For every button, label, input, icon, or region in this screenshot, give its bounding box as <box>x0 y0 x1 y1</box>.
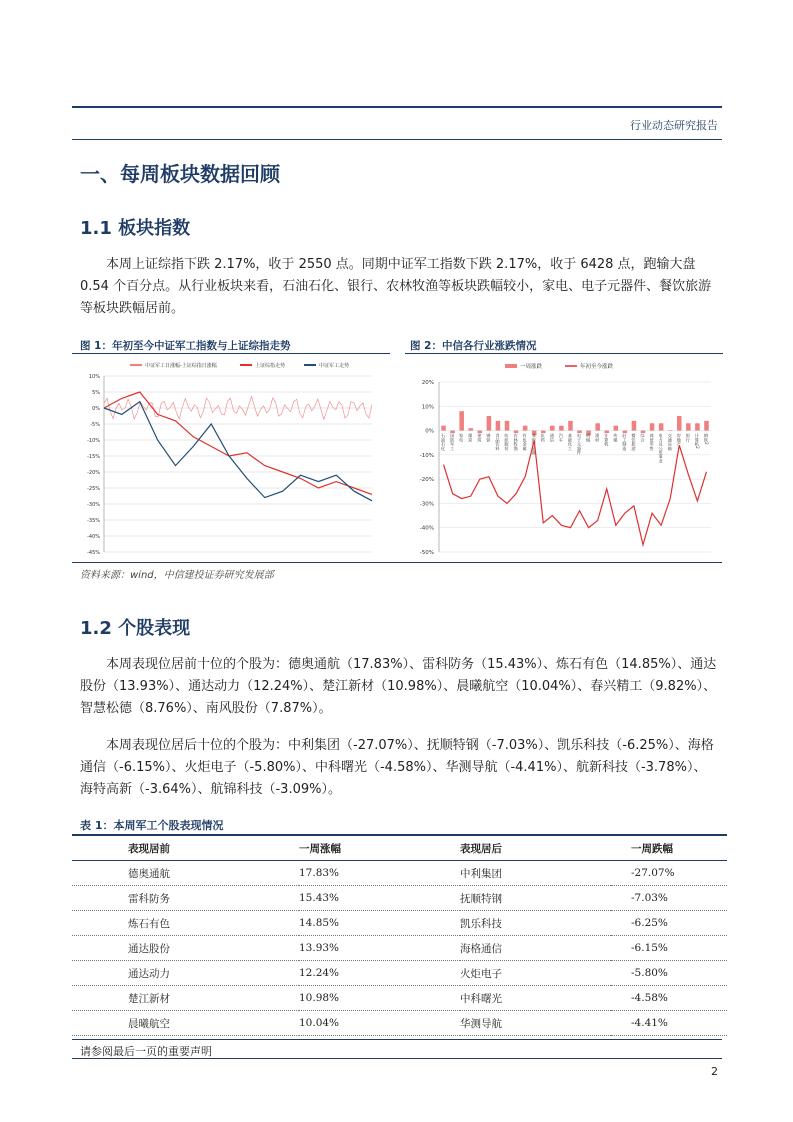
x-tick-label: 医药 <box>540 433 546 442</box>
figure1-rule <box>72 353 390 354</box>
cell: 中科曙光 <box>460 986 611 1011</box>
legend-label: 中证军工日涨幅-上证综指日涨幅 <box>145 363 217 369</box>
series-line-military <box>104 402 372 501</box>
y-tick-label: -40% <box>87 534 100 540</box>
cell: -7.03% <box>611 886 727 911</box>
index-paragraph: 本周上证综指下跌 2.17%，收于 2550 点。同期中证军工指数下跌 2.17%，收于 6428 点，跑输大盘 0.54 个百分点。从行业板块来看，石油石化、银行、农林牧渔等板块跌幅较小，家电、电子元器件、餐饮旅游等板块跌幅居前。 <box>80 257 712 316</box>
table-row <box>72 861 727 886</box>
y-tick-label: 20% <box>421 380 434 386</box>
y-tick-label: -40% <box>419 525 434 532</box>
x-tick-label: 房地产 <box>676 433 682 447</box>
legend-swatch <box>505 364 517 368</box>
bar <box>487 416 492 431</box>
bar <box>677 416 682 431</box>
figure2-title: 图 2：中信各行业涨跌情况 <box>410 340 537 352</box>
y-tick-label: -35% <box>87 518 100 524</box>
x-tick-label: 食品饮料 <box>495 433 501 451</box>
figure-bottom-rule <box>72 562 722 563</box>
subsection-title-index: 1.1 板块指数 <box>80 218 191 239</box>
y-tick-label: -30% <box>87 502 100 508</box>
bottom-stocks-paragraph: 本周表现位居后十位的个股为：中利集团（-27.07%）、抚顺特钢（-7.03%）、凯乐科技（-6.25%）、海格通信（-6.15%）、火炬电子（-5.80%）、中科曙光（-4.58%）、华测导航（-4.41%）、航新科技（-3.78%）、海特高新（-3.64%）、航锦科技（-3.09%）。 <box>80 738 714 797</box>
bar <box>523 426 528 431</box>
y-tick-label: -15% <box>87 454 100 460</box>
header-gain: 一周涨幅 <box>299 835 460 861</box>
y-tick-label: -45% <box>87 550 100 556</box>
header-rule <box>72 106 722 108</box>
y-tick-label: -25% <box>87 486 100 492</box>
y-tick-label: 5% <box>92 390 100 396</box>
footer-rule <box>72 1039 722 1040</box>
y-tick-label: 10% <box>88 374 100 380</box>
y-tick-label: 0% <box>92 406 100 412</box>
x-tick-label: 石油石化 <box>441 433 447 451</box>
y-tick-label: -30% <box>419 501 434 508</box>
legend-label: 年初至今涨跌 <box>580 364 614 370</box>
y-tick-label: -20% <box>87 470 100 476</box>
disclaimer: 请参阅最后一页的重要声明 <box>80 1045 212 1058</box>
bar <box>614 426 619 431</box>
x-tick-label: 传媒 <box>613 433 619 442</box>
line-chart <box>72 356 390 561</box>
bar <box>704 421 709 431</box>
x-tick-label: 非银行金融 <box>531 433 537 455</box>
header-loss: 一周跌幅 <box>611 835 727 861</box>
cell: 晨曦航空 <box>72 1011 299 1036</box>
bar <box>650 423 655 430</box>
cell: 通达动力 <box>72 961 299 986</box>
page-number: 2 <box>711 1065 718 1078</box>
table-row <box>72 961 727 986</box>
cell: 13.93% <box>299 936 460 961</box>
source-note: 资料来源：wind，中信建投证券研究发展部 <box>80 570 274 581</box>
x-tick-label: 商贸零售 <box>649 433 655 451</box>
bar <box>695 423 700 430</box>
bar <box>568 421 573 431</box>
cell: 中利集团 <box>460 861 611 886</box>
x-tick-label: 汽车 <box>558 433 564 442</box>
cell: 12.24% <box>299 961 460 986</box>
cell: 炼石有色 <box>72 911 299 936</box>
x-tick-label: 农林牧渔 <box>513 433 519 451</box>
x-tick-label: 有色金属 <box>522 433 528 451</box>
figure2-rule <box>405 353 723 354</box>
x-tick-label: 综合 <box>640 433 646 442</box>
cell: 楚江新材 <box>72 986 299 1011</box>
cell: -6.25% <box>611 911 727 936</box>
table-row <box>72 936 727 961</box>
x-tick-label: 机械 <box>586 433 592 442</box>
section-title: 一、每周板块数据回顾 <box>80 162 280 186</box>
bar <box>559 426 564 431</box>
y-tick-label: -50% <box>419 550 434 556</box>
cell: 14.85% <box>299 911 460 936</box>
cell: -6.15% <box>611 936 727 961</box>
cell: 雷科防务 <box>72 886 299 911</box>
cell: 凯乐科技 <box>460 911 611 936</box>
cell: 抚顺特钢 <box>460 886 611 911</box>
bar <box>550 426 555 431</box>
table-row <box>72 1011 727 1036</box>
x-tick-label: 纺织服装 <box>504 433 510 451</box>
cell: -4.41% <box>611 1011 727 1036</box>
bar <box>496 421 501 431</box>
x-tick-label: 通信 <box>549 433 555 442</box>
x-tick-label: 银行 <box>685 433 691 442</box>
x-tick-label: 钢铁 <box>486 433 492 442</box>
x-tick-label: 计算机 <box>604 433 610 447</box>
cell: -4.58% <box>611 986 727 1011</box>
x-tick-label: 餐饮旅游 <box>631 433 637 451</box>
bar <box>595 423 600 430</box>
report-type: 行业动态研究报告 <box>630 119 718 132</box>
table-row <box>72 986 727 1011</box>
legend-label: 一周涨跌 <box>520 364 543 370</box>
legend-label: 中证军工走势 <box>319 363 350 369</box>
table-row <box>72 886 727 911</box>
bar <box>441 426 446 431</box>
cell: 火炬电子 <box>460 961 611 986</box>
cell: -27.07% <box>611 861 727 886</box>
bar <box>468 428 473 430</box>
header-bottom: 表现居后 <box>460 835 611 861</box>
bar <box>459 411 464 430</box>
y-tick-label: -10% <box>87 438 100 444</box>
table-row <box>72 911 727 936</box>
bar <box>668 431 673 432</box>
y-tick-label: -20% <box>419 477 434 484</box>
bar <box>632 421 637 431</box>
footer-rule-2 <box>72 1058 722 1059</box>
y-tick-label: 0% <box>425 428 434 435</box>
x-tick-label: 建材 <box>595 433 601 442</box>
cell: 通达股份 <box>72 936 299 961</box>
y-tick-label: -5% <box>90 422 100 428</box>
cell: 德奥通航 <box>72 861 299 886</box>
cell: 10.98% <box>299 986 460 1011</box>
x-tick-label: 电力及公用事业 <box>658 433 664 463</box>
cell: 海格通信 <box>460 936 611 961</box>
x-tick-label: 国防军工 <box>450 433 456 451</box>
x-tick-label: 家电 <box>459 433 465 442</box>
table-title: 表 1：本周军工个股表现情况 <box>80 819 224 832</box>
x-tick-label: 煤炭 <box>468 433 474 442</box>
series-line-ytd <box>444 440 707 544</box>
bar <box>505 421 510 431</box>
cell: 17.83% <box>299 861 460 886</box>
x-tick-label: 钢铁2 <box>703 433 709 445</box>
figure1-title: 图 1：年初至今中证军工指数与上证综指走势 <box>80 340 291 352</box>
bar <box>659 423 664 430</box>
x-tick-label: 交通运输 <box>667 433 673 451</box>
x-tick-label: 建筑 <box>477 433 483 442</box>
table-header-row <box>72 835 727 861</box>
bar-chart <box>405 356 723 561</box>
header-rule-2 <box>72 139 722 140</box>
x-tick-label: 电子元器件 <box>577 433 583 455</box>
cell: 华测导航 <box>460 1011 611 1036</box>
top-stocks-paragraph: 本周表现位居前十位的个股为：德奥通航（17.83%）、雷科防务（15.43%）、炼石有色（14.85%）、通达股份（13.93%）、通达动力（12.24%）、楚江新材（10.98%）、晨曦航空（10.04%）、春兴精工（9.82%）、智慧松德（8.76%）、南风股份（7.87%）。 <box>80 657 717 716</box>
y-tick-label: 10% <box>421 404 434 411</box>
header-top: 表现居前 <box>72 835 299 861</box>
stock-performance-table <box>72 834 727 1036</box>
y-tick-label: -10% <box>419 452 434 459</box>
subsection-title-stocks: 1.2 个股表现 <box>80 618 191 639</box>
bar <box>686 423 691 430</box>
cell: 15.43% <box>299 886 460 911</box>
x-tick-label: 计算机2 <box>694 433 700 449</box>
x-tick-label: 轻工制造 <box>622 433 628 451</box>
cell: 10.04% <box>299 1011 460 1036</box>
cell: -5.80% <box>611 961 727 986</box>
legend-label: 上证综指走势 <box>255 363 286 369</box>
x-tick-label: 基础化工 <box>567 433 573 451</box>
